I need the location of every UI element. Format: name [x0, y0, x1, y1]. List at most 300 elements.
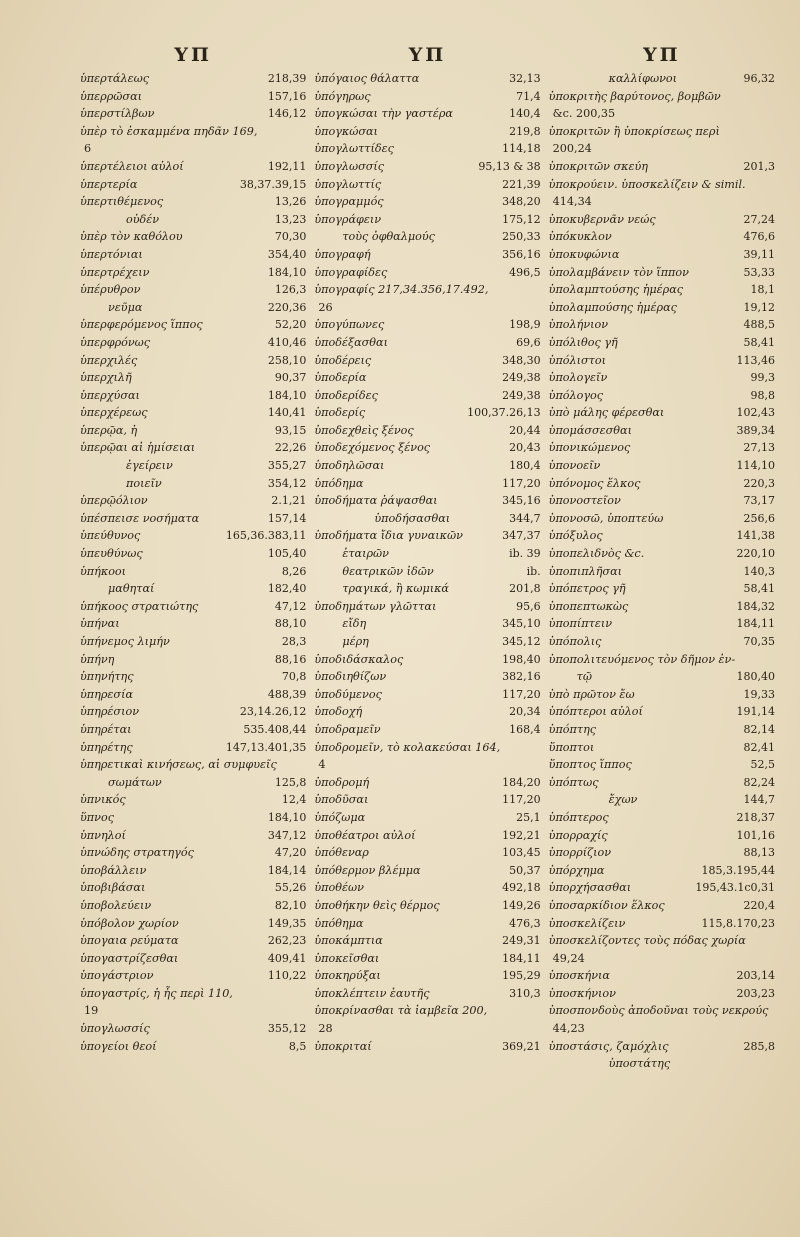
entry-term: ὑπόδημα [314, 476, 364, 490]
entry-term: ὑπογλωττίς [314, 177, 382, 191]
index-entry [314, 228, 540, 246]
index-entry [549, 70, 775, 88]
entry-reference: 220,10 [736, 547, 775, 561]
index-entry [314, 563, 540, 581]
index-entry [80, 756, 306, 774]
entry-reference: 220,4 [743, 898, 775, 912]
entry-reference: 345,12 [502, 635, 541, 648]
index-entry [549, 950, 775, 968]
index-entry [80, 985, 306, 1003]
entry-term: ὑπόλιστοι [548, 353, 606, 367]
index-entry [314, 475, 540, 493]
entry-term: ὑποβιβάσαι [80, 881, 146, 895]
index-entry [314, 158, 540, 176]
entry-reference: 140,41 [267, 406, 307, 420]
entry-reference: 12,4 [281, 793, 307, 807]
index-entry [80, 580, 306, 598]
entry-term: τῷ [576, 670, 592, 684]
entry-term: 44,23 [552, 1022, 585, 1036]
entry-term: ὕποπτοι [548, 740, 595, 754]
entry-reference: 184,10 [267, 388, 307, 402]
entry-reference: 198,9 [509, 318, 541, 332]
entry-reference: 345,16 [502, 494, 541, 508]
index-entry [80, 369, 306, 387]
entry-reference: 195,43.1c0,31 [695, 881, 775, 895]
entry-reference: 180,4 [509, 459, 541, 473]
entry-term: ὑπόβολον χωρίον [80, 916, 179, 930]
entry-reference: 28,3 [281, 635, 307, 648]
entry-reference: 19,33 [743, 687, 775, 701]
index-entry [314, 686, 540, 704]
entry-term: ὑπονικώμενος [548, 441, 631, 455]
index-entry [80, 932, 306, 950]
entry-term: ὑποστάσις, ζαμόχλις [548, 1039, 669, 1053]
index-entry [314, 246, 540, 264]
entry-reference: 126,3 [274, 283, 307, 297]
entry-term: ὑποκρούειν. ὑποσκελίζειν & simil. [548, 177, 746, 191]
index-entry [549, 176, 775, 194]
entry-term: 4 [318, 758, 326, 772]
index-entry [549, 703, 775, 721]
entry-term: ὑποδῦσαι [314, 793, 369, 807]
entry-reference: 201,3 [743, 159, 775, 173]
index-entry [314, 774, 540, 792]
index-entry [549, 404, 775, 422]
entry-reference: 344,7 [509, 511, 541, 525]
entry-reference: 98,8 [750, 388, 775, 402]
entry-reference: 70,30 [274, 230, 307, 244]
entry-reference: 52,5 [750, 758, 775, 772]
entry-term: 200,24 [552, 142, 592, 156]
entry-reference: 249,31 [502, 934, 541, 948]
index-entry [80, 809, 306, 827]
entry-reference: 88,16 [274, 652, 307, 666]
index-entry [314, 545, 540, 563]
index-entry [314, 950, 540, 968]
entry-reference: 249,38 [502, 388, 541, 402]
entry-term: ὑπήνεμος λιμήν [80, 635, 170, 648]
entry-term: ὑποδήματα ἴδια γυναικῶν [314, 529, 463, 543]
index-entry [314, 140, 540, 158]
entry-reference: 82,24 [743, 775, 775, 789]
column-header: ΥΠ [643, 44, 681, 66]
index-entry [314, 844, 540, 862]
index-entry [80, 827, 306, 845]
entry-reference: 262,23 [267, 934, 307, 948]
index-entry [314, 1038, 540, 1056]
index-entry [549, 88, 775, 106]
index-entry [80, 228, 306, 246]
index-entry [80, 1002, 306, 1020]
index-entry [314, 457, 540, 475]
entry-reference: 492,18 [502, 881, 541, 895]
entry-term: μαθηταί [108, 582, 155, 596]
index-entry [80, 739, 306, 757]
entry-term: ὑπερῷα, ἡ [80, 423, 138, 437]
index-entry [314, 756, 540, 774]
entry-reference: 52,20 [274, 318, 307, 332]
entry-reference: 47,12 [274, 599, 307, 613]
entry-reference: 105,40 [267, 547, 307, 561]
entry-term: ὑπόλιθος γῆ [548, 335, 618, 349]
entry-reference: 203,14 [736, 969, 775, 983]
index-entry [80, 563, 306, 581]
entry-term: ὑπερτάλεως [80, 72, 149, 85]
index-entry [549, 316, 775, 334]
index-entry [314, 123, 540, 141]
entry-reference: 157,16 [267, 89, 307, 103]
index-entry [314, 809, 540, 827]
entry-reference: 95,13 & 38 [478, 159, 541, 173]
index-entry [549, 299, 775, 317]
index-entry [314, 668, 540, 686]
index-entry [80, 897, 306, 915]
index-entry [314, 721, 540, 739]
index-entry [549, 422, 775, 440]
entry-reference: 168,4 [509, 722, 541, 736]
entry-reference: 38,37.39,15 [239, 177, 307, 191]
entry-reference: 219,8 [509, 124, 541, 138]
index-entry [549, 246, 775, 264]
entry-reference: 195,29 [502, 969, 541, 983]
entry-term: ὑπογαστρίς, ἡ ἧς περὶ 110, [80, 986, 233, 1000]
entry-term: ὑπορρίζιον [548, 846, 612, 860]
entry-term: ὑπνηλοί [80, 828, 126, 842]
entry-reference: 185,3.195,44 [701, 863, 775, 877]
entry-term: ὑπονοσῶ, ὑποπτεύω [548, 511, 664, 525]
index-column-2 [314, 42, 540, 1202]
entry-term: 6 [84, 142, 92, 156]
entry-term: ὑπονοστεῖον [548, 494, 621, 508]
index-entry [314, 281, 540, 299]
index-entry [80, 545, 306, 563]
entry-term: ὑποκριτὴς βαρύτονος, βομβῶν [548, 89, 721, 103]
index-entry [314, 1020, 540, 1038]
entry-reference: 117,20 [502, 687, 541, 701]
index-entry [549, 140, 775, 158]
index-entry [549, 756, 775, 774]
index-entry [314, 703, 540, 721]
entry-term: ὑπερρῶσαι [80, 89, 143, 103]
entry-term: ὑπονοεῖν [548, 459, 601, 473]
entry-reference: 180,40 [736, 670, 775, 684]
index-entry [549, 563, 775, 581]
entry-reference: 50,37 [509, 863, 541, 877]
index-entry [80, 264, 306, 282]
entry-reference: 149,26 [502, 898, 541, 912]
index-entry [314, 985, 540, 1003]
entry-term: ὑποθήκην θεὶς θέρμος [314, 898, 440, 912]
entry-term: ὑποδιηθίζων [314, 670, 387, 684]
entry-term: ὑπηρέται [80, 722, 132, 736]
entry-reference: 184,32 [736, 599, 775, 613]
index-entry [549, 387, 775, 405]
index-entry [314, 879, 540, 897]
entry-reference: 182,40 [267, 582, 307, 596]
entry-reference: 13,26 [274, 195, 307, 209]
index-entry [549, 193, 775, 211]
entry-term: 26 [318, 300, 333, 314]
index-entry [549, 932, 775, 950]
entry-reference: 58,41 [743, 582, 775, 596]
index-entry [80, 439, 306, 457]
entry-term: ὑπήκοος στρατιώτης [80, 599, 199, 613]
entry-term: ὑποπελιδνὸς &c. [548, 547, 645, 561]
entry-term: ποιεῖν [126, 476, 162, 490]
index-entry [314, 369, 540, 387]
entry-term: ὑποδερίς [314, 406, 366, 420]
entry-term: ὑποθέων [314, 881, 364, 895]
entry-term: ὑπερτερία [80, 177, 138, 191]
index-entry [549, 739, 775, 757]
index-entry [314, 967, 540, 985]
entry-reference: 184,11 [502, 951, 541, 965]
entry-term: ὑπηνήτης [80, 670, 134, 684]
index-entry [549, 598, 775, 616]
index-entry [80, 879, 306, 897]
index-entry [314, 791, 540, 809]
entry-reference: 140,3 [743, 564, 775, 578]
index-entry [80, 510, 306, 528]
entry-reference: 157,14 [267, 511, 307, 525]
entry-reference: 218,37 [736, 810, 775, 824]
entry-reference: 125,8 [274, 775, 307, 789]
entry-term: ὑποσκήνια [548, 969, 610, 983]
entry-term: ὑποδέξασθαι [314, 335, 388, 349]
index-entry [80, 299, 306, 317]
entry-term: ὑπογλωσσίς [314, 159, 385, 173]
entry-term: ὑποκλέπτειν ἑαυτῆς [314, 986, 430, 1000]
index-entry [80, 598, 306, 616]
entry-reference: 535.408,44 [243, 722, 307, 736]
entry-reference: 146,12 [267, 107, 307, 121]
entry-term: ὑπογραφή [314, 247, 371, 261]
entry-reference: 18,1 [750, 283, 775, 297]
index-entry [549, 580, 775, 598]
entry-reference: 488,39 [267, 687, 307, 701]
index-entry [80, 651, 306, 669]
entry-reference: 369,21 [502, 1039, 541, 1053]
entry-term: ὑποδερίδες [314, 388, 378, 402]
index-entry [314, 580, 540, 598]
index-entry [80, 527, 306, 545]
index-entry [549, 158, 775, 176]
entry-reference: 47,20 [274, 846, 307, 860]
entry-term: ὑπερχύσαι [80, 388, 140, 402]
entry-term: ὑποδρομή [314, 775, 370, 789]
index-entry [549, 475, 775, 493]
index-entry [80, 422, 306, 440]
index-entry [314, 88, 540, 106]
entry-term: ὑποκάμπτια [314, 934, 383, 948]
entry-term: ὑπνώδης στρατηγός [80, 846, 194, 860]
index-entry [314, 299, 540, 317]
entry-term: ὑποδρομεῖν, τὸ κολακεύσαι 164, [314, 740, 501, 754]
index-entry [549, 809, 775, 827]
index-entry [314, 211, 540, 229]
index-entry [549, 457, 775, 475]
entry-term: ὑποπίπτειν [548, 617, 613, 631]
index-entry [80, 791, 306, 809]
entry-term: ὑπὸ πρῶτον ἔω [548, 687, 635, 701]
entry-term: ὑπὸ μάλης φέρεσθαι [548, 406, 665, 420]
entry-term: ὑπήκοοι [80, 564, 127, 578]
entry-term: ὑπόζωμα [314, 810, 366, 824]
index-column-3 [549, 42, 775, 1202]
entry-term: ὑπογράφειν [314, 212, 382, 226]
index-entry [80, 387, 306, 405]
entry-term: ὑποσκήνιον [548, 986, 616, 1000]
entry-reference: 218,39 [267, 72, 307, 85]
index-entry [314, 316, 540, 334]
column-header: ΥΠ [174, 44, 212, 66]
entry-term: ὑπόπτως [548, 775, 599, 789]
index-entry [314, 193, 540, 211]
entry-term: καλλίφωνοι [608, 72, 677, 85]
entry-term: &c. 200,35 [552, 107, 616, 121]
index-entry [549, 985, 775, 1003]
index-entry [80, 721, 306, 739]
entry-reference: 115,8.170,23 [701, 916, 775, 930]
index-entry [80, 140, 306, 158]
entry-reference: 82,41 [743, 740, 775, 754]
entry-reference: 476,6 [743, 230, 775, 244]
entry-term: ὑπογραφίδες [314, 265, 388, 279]
entry-reference: 389,34 [736, 423, 775, 437]
index-entry [549, 791, 775, 809]
entry-term: ὑπόρχημα [548, 863, 605, 877]
entry-reference: 140,4 [509, 107, 541, 121]
index-entry [549, 879, 775, 897]
index-entry [549, 264, 775, 282]
entry-reference: 149,35 [267, 916, 307, 930]
entry-term: ὑποκριταί [314, 1039, 372, 1053]
entry-term: ὑπογκώσαι [314, 124, 378, 138]
entry-reference: 410,46 [267, 335, 307, 349]
entry-reference: 58,41 [743, 335, 775, 349]
index-entry [549, 545, 775, 563]
entry-term: ὑπεύθυνος [80, 529, 141, 543]
entry-reference: 355,12 [267, 1022, 307, 1036]
entry-term: ὑπορχήσασθαι [548, 881, 632, 895]
entry-term: ὑπόπολις [548, 635, 602, 648]
entry-reference: 103,45 [502, 846, 541, 860]
entry-term: ἑταιρῶν [342, 547, 389, 561]
entry-reference: 250,33 [502, 230, 541, 244]
index-entry [549, 651, 775, 669]
entry-reference: 13,23 [274, 212, 307, 226]
entry-term: ὑπέρυθρον [80, 283, 141, 297]
entry-term: ὑπόθεναρ [314, 846, 369, 860]
entry-reference: 147,13.401,35 [225, 740, 307, 754]
index-entry [314, 439, 540, 457]
index-entry [549, 1055, 775, 1073]
index-entry [314, 105, 540, 123]
entry-reference: 488,5 [743, 318, 775, 332]
entry-term: ὑποβολεύειν [80, 898, 152, 912]
entry-term: ὑπερῷόλιον [80, 494, 148, 508]
index-entry [549, 281, 775, 299]
entry-reference: 88,13 [743, 846, 775, 860]
entry-reference: 95,6 [516, 599, 541, 613]
entry-term: σωμάτων [108, 775, 162, 789]
entry-list [549, 70, 775, 1073]
entry-reference: 345,10 [502, 617, 541, 631]
entry-reference: 32,13 [509, 72, 541, 85]
entry-reference: 184,14 [267, 863, 307, 877]
index-entry [314, 739, 540, 757]
entry-reference: 203,23 [736, 986, 775, 1000]
entry-term: ὑπερχέρεως [80, 406, 148, 420]
entry-reference: 355,27 [267, 459, 307, 473]
entry-term: ὑπολήνιον [548, 318, 609, 332]
index-entry [314, 334, 540, 352]
index-entry [314, 932, 540, 950]
index-entry [80, 668, 306, 686]
entry-reference: 8,26 [281, 564, 307, 578]
entry-reference: 22,26 [274, 441, 307, 455]
entry-term: ὑπογείοι θεοί [80, 1039, 157, 1053]
index-entry [314, 510, 540, 528]
index-entry [80, 686, 306, 704]
index-entry [314, 387, 540, 405]
entry-term: ὑπογαστρίζεσθαι [80, 951, 179, 965]
index-entry [549, 915, 775, 933]
index-entry [314, 633, 540, 651]
entry-reference: 184,20 [502, 775, 541, 789]
entry-reference: 20,44 [509, 423, 541, 437]
entry-term: ὑπόθημα [314, 916, 364, 930]
index-entry [80, 703, 306, 721]
entry-reference: 192,11 [267, 159, 307, 173]
index-entry [80, 1038, 306, 1056]
entry-term: ὑπερχιλές [80, 353, 138, 367]
entry-reference: 25,1 [516, 810, 541, 824]
entry-reference: 101,16 [736, 828, 775, 842]
entry-term: ὑπολαμβάνειν τὸν ἵππον [548, 265, 689, 279]
entry-reference: 71,4 [516, 89, 541, 103]
entry-term: ὑπηρεσία [80, 687, 134, 701]
entry-reference: 347,12 [267, 828, 307, 842]
index-entry [314, 615, 540, 633]
entry-term: 28 [318, 1022, 333, 1036]
entry-term: ὑπέσπεισε νοσήματα [80, 511, 200, 525]
index-entry [549, 862, 775, 880]
index-entry [549, 1020, 775, 1038]
index-entry [314, 915, 540, 933]
index-entry [80, 158, 306, 176]
entry-reference: 19,12 [743, 300, 775, 314]
index-column-1 [80, 42, 306, 1202]
entry-list [80, 70, 306, 1055]
entry-term: τραγικά, ἢ κωμικά [342, 582, 449, 596]
entry-term: ὑπερῷαι αἱ ἡμίσειαι [80, 441, 196, 455]
index-entry [314, 422, 540, 440]
entry-reference: 496,5 [509, 265, 541, 279]
entry-term: ὑπήνη [80, 652, 115, 666]
index-entry [80, 211, 306, 229]
index-entry [80, 457, 306, 475]
entry-reference: 88,10 [274, 617, 307, 631]
entry-term: ὑποκριτῶν ἢ ὑποκρίσεως περὶ [548, 124, 720, 138]
index-entry [549, 615, 775, 633]
entry-term: ὑποκριτῶν σκεύη [548, 159, 648, 173]
entry-term: ὑποδημάτων γλῶτται [314, 599, 437, 613]
entry-reference: 184,10 [267, 265, 307, 279]
entry-term: ὑπερφρόνως [80, 335, 151, 349]
entry-reference: 184,11 [736, 617, 775, 631]
entry-term: ὑπόνομος ἕλκος [548, 476, 641, 490]
